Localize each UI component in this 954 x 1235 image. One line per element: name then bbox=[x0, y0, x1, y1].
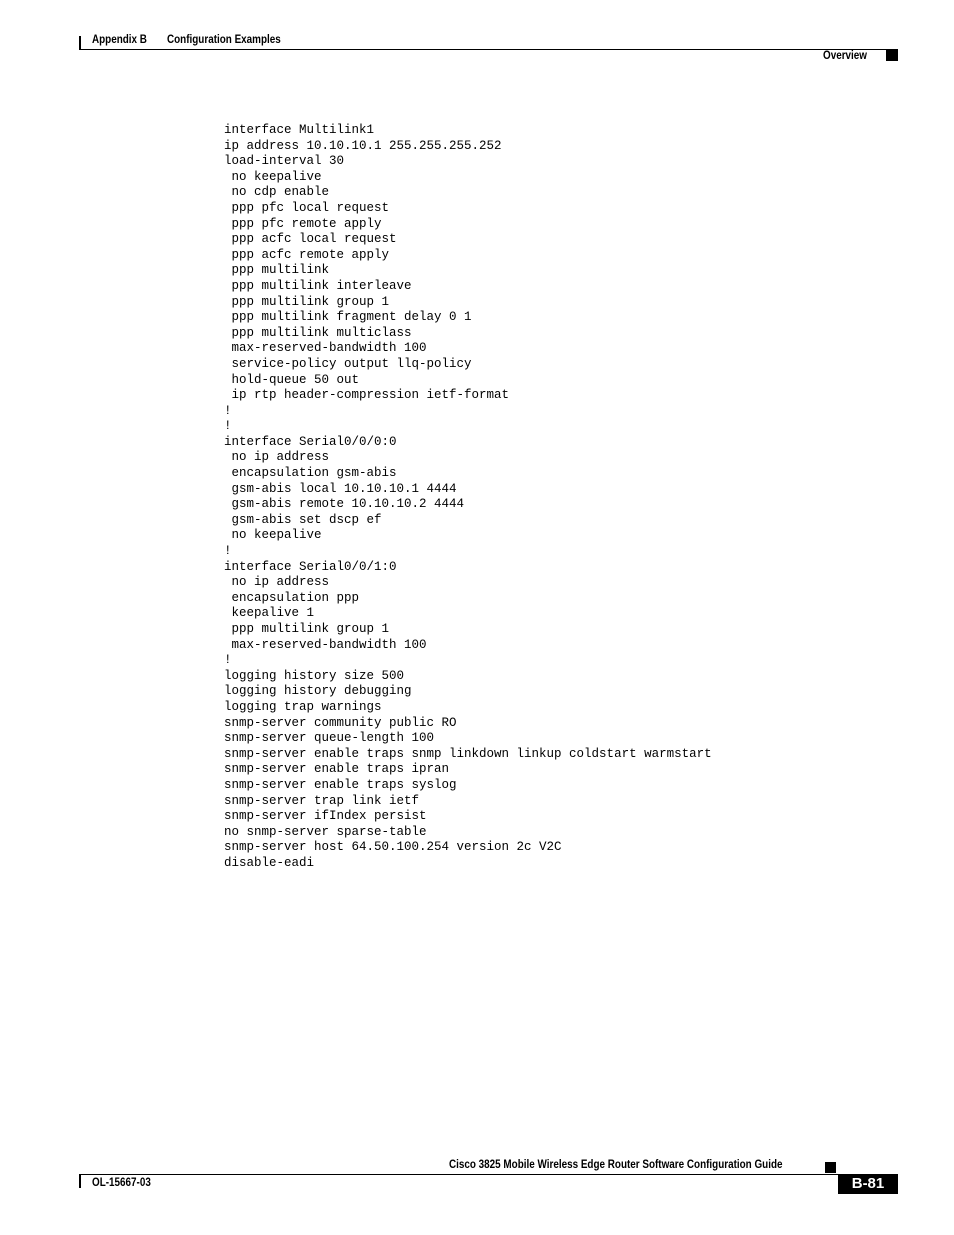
code-line: logging history size 500 bbox=[224, 668, 405, 683]
code-line: snmp-server trap link ietf bbox=[224, 793, 420, 808]
code-line: snmp-server queue-length 100 bbox=[224, 731, 435, 746]
code-line: ppp pfc local request bbox=[224, 200, 390, 215]
code-line: gsm-abis set dscp ef bbox=[224, 512, 382, 527]
code-line: no snmp-server sparse-table bbox=[224, 824, 427, 839]
code-line: snmp-server ifIndex persist bbox=[224, 809, 427, 824]
code-line: ! bbox=[224, 403, 232, 418]
code-line: snmp-server enable traps ipran bbox=[224, 762, 450, 777]
code-line: gsm-abis local 10.10.10.1 4444 bbox=[224, 481, 457, 496]
page-number: B-81 bbox=[851, 1175, 885, 1192]
config-code-listing bbox=[224, 123, 712, 872]
footer-guide-title: Cisco 3825 Mobile Wireless Edge Router Software Configuration Guide bbox=[449, 1159, 783, 1171]
code-line: keepalive 1 bbox=[224, 606, 315, 621]
code-line: no ip address bbox=[224, 575, 330, 590]
code-line: ppp multilink multiclass bbox=[224, 325, 412, 340]
page-number-box bbox=[838, 1174, 898, 1194]
code-line: snmp-server enable traps syslog bbox=[224, 777, 457, 792]
code-line: ppp acfc local request bbox=[224, 232, 397, 247]
header-section: Overview bbox=[823, 50, 867, 62]
footer-rule bbox=[79, 1174, 898, 1175]
code-line: max-reserved-bandwidth 100 bbox=[224, 341, 427, 356]
code-line: snmp-server host 64.50.100.254 version 2c V2C bbox=[224, 840, 562, 855]
code-line: ip rtp header-compression ietf-format bbox=[224, 388, 510, 403]
code-line: load-interval 30 bbox=[224, 154, 345, 169]
code-line: ppp multilink fragment delay 0 1 bbox=[224, 310, 472, 325]
code-line: encapsulation ppp bbox=[224, 590, 360, 605]
code-line: ppp multilink group 1 bbox=[224, 622, 390, 636]
footer-doc-number: OL-15667-03 bbox=[92, 1177, 151, 1189]
code-line: ppp multilink bbox=[224, 263, 330, 278]
code-line: ppp multilink interleave bbox=[224, 278, 412, 293]
header-marker-block bbox=[886, 50, 898, 61]
code-line: disable-eadi bbox=[224, 855, 315, 870]
code-line: max-reserved-bandwidth 100 bbox=[224, 637, 427, 652]
code-line: service-policy output llq-policy bbox=[224, 356, 472, 371]
code-line: ppp acfc remote apply bbox=[224, 247, 390, 262]
footer-marker-block bbox=[825, 1162, 836, 1173]
code-line: ip address 10.10.10.1 255.255.255.252 bbox=[224, 138, 502, 153]
code-line: hold-queue 50 out bbox=[224, 372, 360, 387]
code-line: gsm-abis remote 10.10.10.2 4444 bbox=[224, 497, 465, 512]
code-line: interface Serial0/0/0:0 bbox=[224, 434, 397, 449]
code-line: snmp-server community public RO bbox=[224, 715, 457, 730]
code-line: no ip address bbox=[224, 450, 330, 465]
code-line: interface Serial0/0/1:0 bbox=[224, 559, 397, 574]
header-left-tick bbox=[79, 36, 81, 50]
code-line: ! bbox=[224, 544, 232, 559]
code-line: snmp-server enable traps snmp linkdown linkup coldstart warmstart bbox=[224, 746, 712, 761]
code-line: ppp multilink group 1 bbox=[224, 294, 390, 309]
code-line: no keepalive bbox=[224, 169, 322, 184]
code-line: ppp pfc remote apply bbox=[224, 216, 382, 231]
code-line: ! bbox=[224, 653, 232, 668]
code-line: no keepalive bbox=[224, 528, 322, 543]
code-line: no cdp enable bbox=[224, 185, 330, 200]
code-line: ! bbox=[224, 419, 232, 434]
code-line: interface Multilink1 bbox=[224, 123, 375, 137]
code-line: logging trap warnings bbox=[224, 699, 382, 714]
header-appendix: Appendix B bbox=[92, 34, 147, 46]
code-line: encapsulation gsm-abis bbox=[224, 466, 397, 481]
code-line: logging history debugging bbox=[224, 684, 412, 699]
footer-left-tick bbox=[79, 1174, 81, 1188]
header-rule bbox=[79, 49, 898, 50]
header-chapter-title: Configuration Examples bbox=[167, 34, 281, 46]
